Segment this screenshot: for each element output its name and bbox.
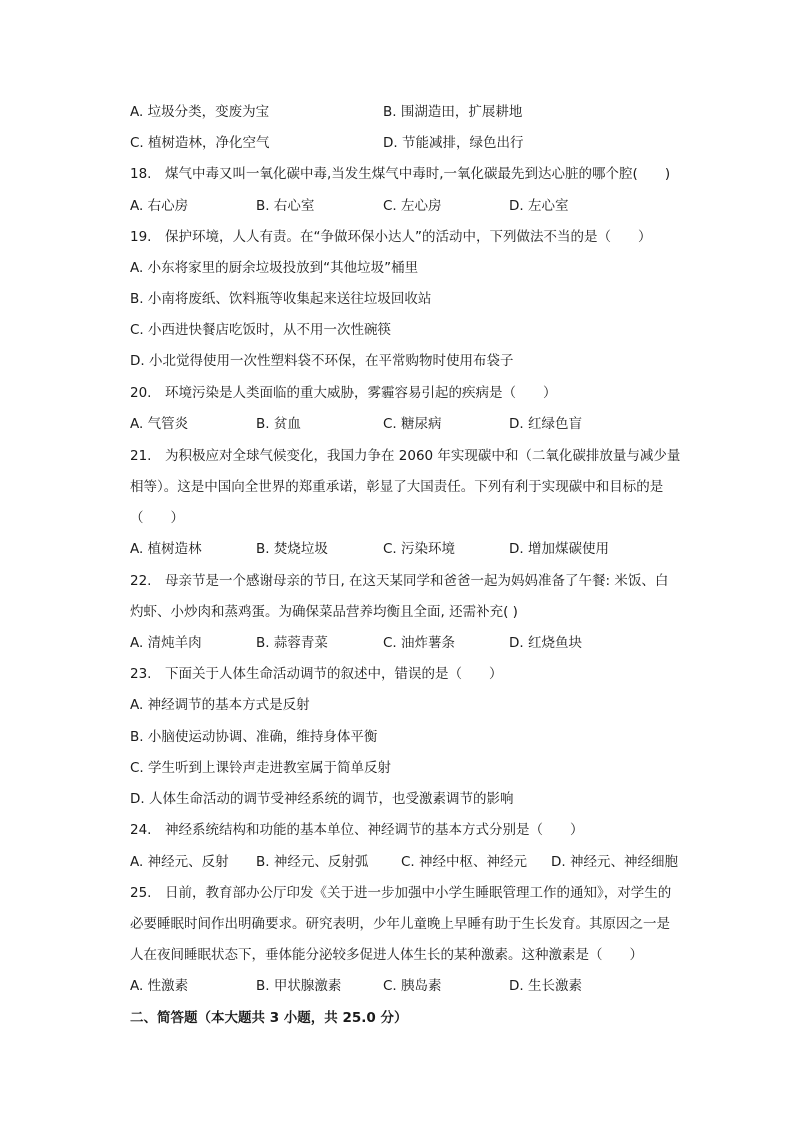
question-24-stem: 24. 神经系统结构和功能的基本单位、神经调节的基本方式分别是（ ）	[130, 822, 584, 838]
q25-option-d: D. 生长激素	[509, 978, 582, 994]
question-22-stem-line1: 22. 母亲节是一个感谢母亲的节日, 在这天某同学和爸爸一起为妈妈准备了午餐: 米饭、白	[130, 573, 669, 589]
question-22-stem-line2: 灼虾、小炒肉和蒸鸡蛋。为确保菜品营养均衡且全面, 还需补充( )	[130, 604, 518, 620]
q19-option-c: C. 小西进快餐店吃饭时，从不用一次性碗筷	[130, 322, 392, 338]
option-c: C. 植树造林，净化空气	[130, 135, 270, 151]
q18-option-c: C. 左心房	[383, 198, 442, 214]
question-21-stem-line1: 21. 为积极应对全球气候变化，我国力争在 2060 年实现碳中和（二氧化碳排放量与减少量	[130, 448, 681, 464]
q19-option-a: A. 小东将家里的厨余垃圾投放到“其他垃圾”桶里	[130, 260, 419, 276]
question-20-stem: 20. 环境污染是人类面临的重大威胁，雾霾容易引起的疾病是（ ）	[130, 385, 557, 401]
question-25-stem-line3: 人在夜间睡眠状态下，垂体能分泌较多促进人体生长的某种激素。这种激素是（ ）	[130, 947, 643, 963]
q23-option-a: A. 神经调节的基本方式是反射	[130, 697, 310, 713]
q24-option-a: A. 神经元、反射	[130, 854, 229, 870]
q21-option-c: C. 污染环境	[383, 541, 456, 557]
option-b: B. 围湖造田，扩展耕地	[383, 104, 523, 120]
q20-option-a: A. 气管炎	[130, 416, 189, 432]
question-21-stem-line3: （ ）	[130, 510, 184, 526]
q24-option-c: C. 神经中枢、神经元	[401, 854, 528, 870]
question-18-stem: 18. 煤气中毒又叫一氧化碳中毒,当发生煤气中毒时,一氧化碳最先到达心脏的哪个腔( )	[130, 166, 671, 182]
option-a: A. 垃圾分类，变废为宝	[130, 104, 270, 120]
q25-option-b: B. 甲状腺激素	[256, 978, 342, 994]
q22-option-c: C. 油炸薯条	[383, 635, 456, 651]
option-d: D. 节能减排，绿色出行	[383, 135, 524, 151]
q19-option-b: B. 小南将废纸、饮料瓶等收集起来送往垃圾回收站	[130, 291, 432, 307]
section-2-heading: 二、简答题（本大题共 3 小题，共 25.0 分）	[130, 1010, 408, 1026]
question-25-stem-line1: 25. 日前，教育部办公厅印发《关于进一步加强中小学生睡眠管理工作的通知》，对学生的	[130, 885, 672, 901]
q22-option-a: A. 清炖羊肉	[130, 635, 202, 651]
q21-option-b: B. 焚烧垃圾	[256, 541, 328, 557]
question-23-stem: 23. 下面关于人体生命活动调节的叙述中，错误的是（ ）	[130, 666, 503, 682]
question-19-stem: 19. 保护环境，人人有责。在“争做环保小达人”的活动中，下列做法不当的是（ ）	[130, 229, 652, 245]
q24-option-b: B. 神经元、反射弧	[256, 854, 369, 870]
q21-option-d: D. 增加煤碳使用	[509, 541, 609, 557]
q18-option-d: D. 左心室	[509, 198, 569, 214]
question-21-stem-line2: 相等）。这是中国向全世界的郑重承诺，彰显了大国责任。下列有利于实现碳中和目标的是	[130, 479, 664, 495]
q22-option-b: B. 蒜蓉青菜	[256, 635, 328, 651]
q20-option-c: C. 糖尿病	[383, 416, 442, 432]
question-25-stem-line2: 必要睡眠时间作出明确要求。研究表明，少年儿童晚上早睡有助于生长发育。其原因之一是	[130, 916, 670, 932]
q22-option-d: D. 红烧鱼块	[509, 635, 582, 651]
q19-option-d: D. 小北觉得使用一次性塑料袋不环保，在平常购物时使用布袋子	[130, 353, 514, 369]
q25-option-a: A. 性激素	[130, 978, 189, 994]
q21-option-a: A. 植树造林	[130, 541, 202, 557]
q23-option-b: B. 小脑使运动协调、准确，维持身体平衡	[130, 729, 378, 745]
q23-option-c: C. 学生听到上课铃声走进教室属于简单反射	[130, 760, 392, 776]
q20-option-d: D. 红绿色盲	[509, 416, 582, 432]
q24-option-d: D. 神经元、神经细胞	[551, 854, 678, 870]
q18-option-b: B. 右心室	[256, 198, 315, 214]
q18-option-a: A. 右心房	[130, 198, 189, 214]
q23-option-d: D. 人体生命活动的调节受神经系统的调节，也受激素调节的影响	[130, 791, 514, 807]
q25-option-c: C. 胰岛素	[383, 978, 442, 994]
q20-option-b: B. 贫血	[256, 416, 301, 432]
